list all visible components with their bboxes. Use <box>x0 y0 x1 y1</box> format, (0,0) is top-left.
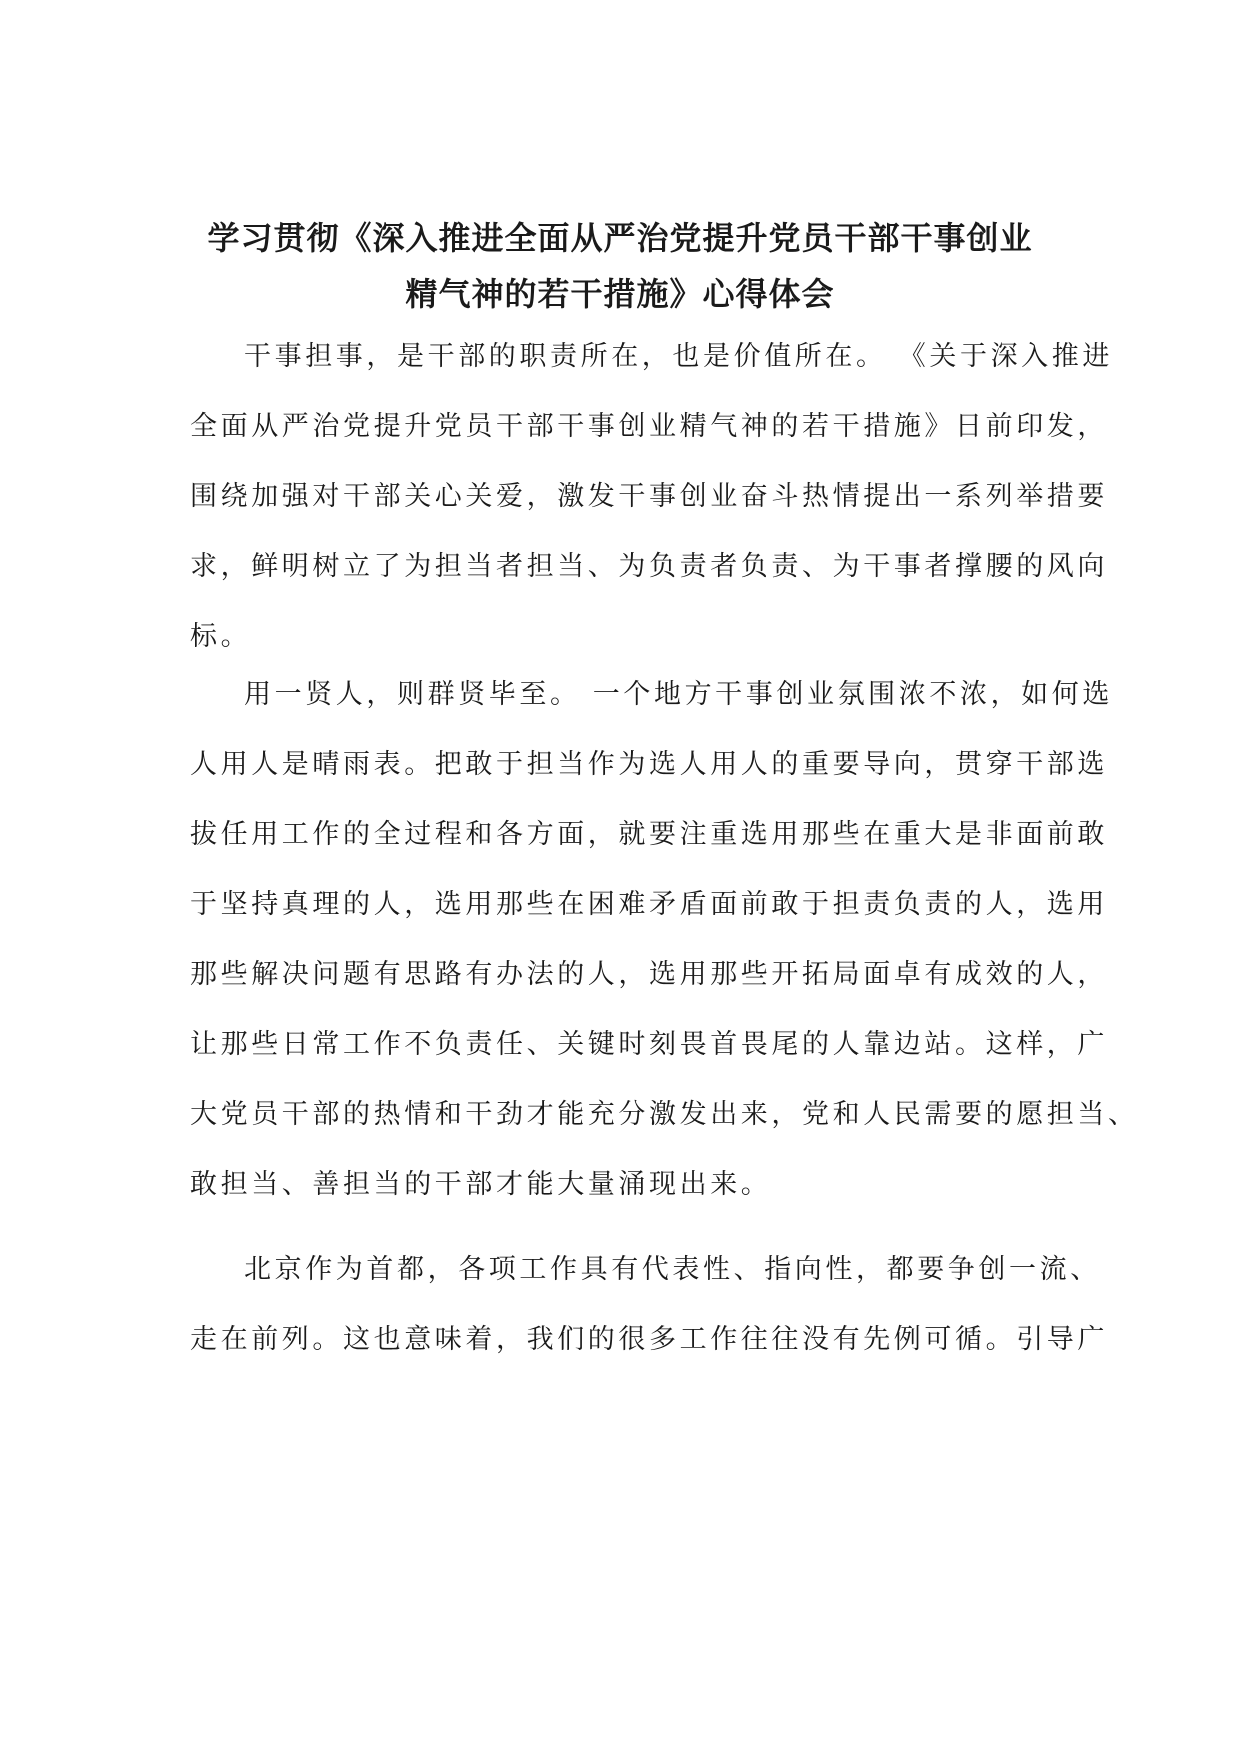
paragraph-3 <box>190 1235 1108 1375</box>
text-line: 走在前列。这也意味着，我们的很多工作往往没有先例可循。引导广 <box>190 1324 1108 1355</box>
paragraph-1 <box>190 322 1113 672</box>
paragraph-2 <box>190 660 1139 1220</box>
text-line: 拔任用工作的全过程和各方面，就要注重选用那些在重大是非面前敢 <box>190 819 1108 850</box>
text-line: 全面从严治党提升党员干部干事创业精气神的若干措施》日前印发， <box>190 411 1108 442</box>
text-line: 用一贤人，则群贤毕至。 一个地方干事创业氛围浓不浓，如何选 <box>244 679 1113 710</box>
text-line: 那些解决问题有思路有办法的人，选用那些开拓局面卓有成效的人， <box>190 959 1108 990</box>
text-line: 干事担事，是干部的职责所在，也是价值所在。 《关于深入推进 <box>244 341 1113 372</box>
text-line: 于坚持真理的人，选用那些在困难矛盾面前敢于担责负责的人，选用 <box>190 889 1108 920</box>
title-line: 学习贯彻《深入推进全面从严治党提升党员干部干事创业 <box>207 219 1033 257</box>
text-line: 让那些日常工作不负责任、关键时刻畏首畏尾的人靠边站。这样，广 <box>190 1029 1108 1060</box>
text-line: 人用人是晴雨表。把敢于担当作为选人用人的重要导向，贯穿干部选 <box>190 749 1108 780</box>
document-title <box>150 210 1090 322</box>
title-line: 精气神的若干措施》心得体会 <box>405 275 835 313</box>
text-line: 敢担当、善担当的干部才能大量涌现出来。 <box>190 1169 772 1200</box>
text-line: 围绕加强对干部关心关爱，激发干事创业奋斗热情提出一系列举措要 <box>190 481 1108 512</box>
text-line: 标。 <box>190 621 252 652</box>
text-line: 大党员干部的热情和干劲才能充分激发出来，党和人民需要的愿担当、 <box>190 1099 1139 1130</box>
text-line: 求，鲜明树立了为担当者担当、为负责者负责、为干事者撑腰的风向 <box>190 551 1108 582</box>
text-line: 北京作为首都，各项工作具有代表性、指向性，都要争创一流、 <box>244 1254 1101 1285</box>
